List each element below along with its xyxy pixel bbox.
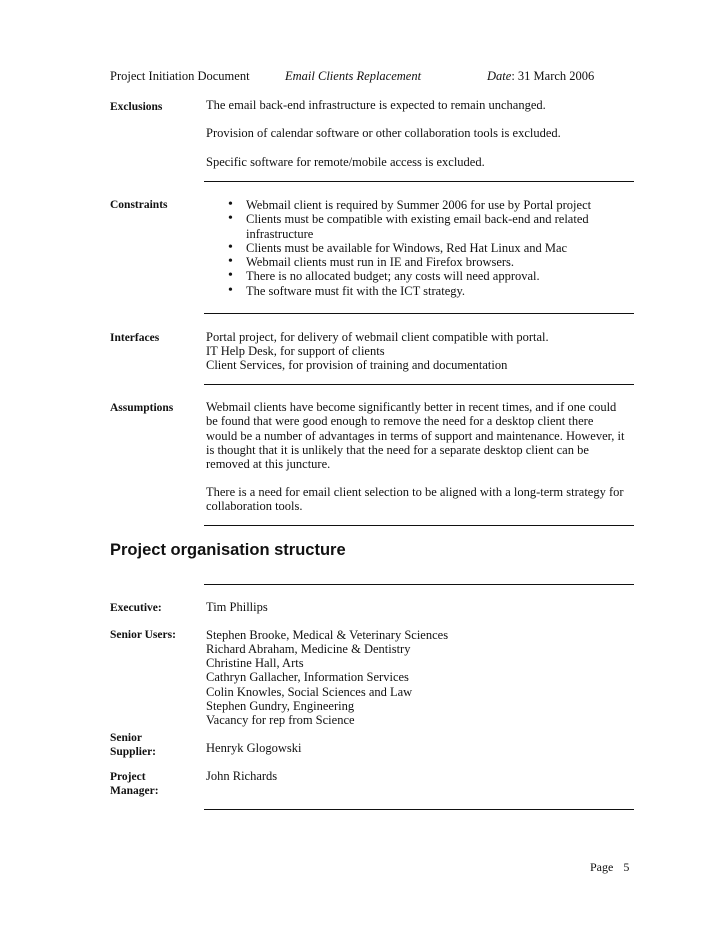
senior-user: Colin Knowles, Social Sciences and Law xyxy=(206,685,413,699)
exclusions-label: Exclusions xyxy=(110,101,163,113)
senior-user: Vacancy for rep from Science xyxy=(206,713,355,727)
exclusion-item: Provision of calendar software or other collaboration tools is excluded. xyxy=(206,126,561,140)
senior-user: Richard Abraham, Medicine & Dentistry xyxy=(206,642,411,656)
exclusion-item: Specific software for remote/mobile access is excluded. xyxy=(206,155,485,169)
executive-value: Tim Phillips xyxy=(206,600,268,614)
senior-users-label: Senior Users: xyxy=(110,629,176,641)
constraints-list xyxy=(206,198,626,298)
project-manager-label-line1: Project xyxy=(110,771,146,783)
assumption-paragraph: There is a need for email client selection to be aligned with a long-term strategy for collaboration tools. xyxy=(206,485,624,514)
project-manager-label-line2: Manager: xyxy=(110,785,159,797)
constraints-label: Constraints xyxy=(110,199,168,211)
header-date-label: Date xyxy=(487,69,512,83)
executive-label: Executive: xyxy=(110,602,162,614)
section-divider xyxy=(204,809,634,810)
page-label: Page xyxy=(590,860,614,874)
interfaces-label: Interfaces xyxy=(110,332,160,344)
section-divider xyxy=(204,584,634,585)
page-number: 5 xyxy=(623,860,630,874)
assumption-paragraph: Webmail clients have become significantly better in recent times, and if one could be found that were good enough to remove the need for a desktop client there would be a number of advantages in terms of support and maintenance. However, it is thought that it is unlikely that the need for a separate desktop client can be removed at this juncture. xyxy=(206,400,625,472)
constraint-item: • The software must fit with the ICT strategy. xyxy=(206,284,626,298)
header-date-value: : 31 March 2006 xyxy=(511,69,595,83)
senior-user: Cathryn Gallacher, Information Services xyxy=(206,670,409,684)
constraint-item: • Clients must be available for Windows, Red Hat Linux and Mac xyxy=(206,241,626,255)
senior-supplier-value: Henryk Glogowski xyxy=(206,741,302,755)
organisation-heading: Project organisation structure xyxy=(110,541,346,559)
header-date xyxy=(487,69,594,84)
exclusion-item: The email back-end infrastructure is expected to remain unchanged. xyxy=(206,98,546,112)
senior-user: Christine Hall, Arts xyxy=(206,656,304,670)
senior-supplier-label-line1: Senior xyxy=(110,732,142,744)
interface-line: IT Help Desk, for support of clients xyxy=(206,344,385,358)
constraint-item: • Webmail clients must run in IE and Firefox browsers. xyxy=(206,255,626,269)
senior-user: Stephen Gundry, Engineering xyxy=(206,699,355,713)
constraint-item: • Webmail client is required by Summer 2006 for use by Portal project xyxy=(206,198,626,212)
section-divider xyxy=(204,181,634,182)
project-manager-label xyxy=(110,770,159,798)
constraint-item: • There is no allocated budget; any costs will need approval. xyxy=(206,269,626,283)
senior-user: Stephen Brooke, Medical & Veterinary Sciences xyxy=(206,628,449,642)
section-divider xyxy=(204,525,634,526)
interface-line: Portal project, for delivery of webmail client compatible with portal. xyxy=(206,330,549,344)
section-divider xyxy=(204,313,634,314)
interface-line: Client Services, for provision of training and documentation xyxy=(206,358,508,372)
project-manager-value: John Richards xyxy=(206,769,278,783)
header-document-type: Project Initiation Document xyxy=(110,69,250,83)
constraints-list-wrapper xyxy=(206,198,626,298)
section-divider xyxy=(204,384,634,385)
senior-supplier-label-line2: Supplier: xyxy=(110,746,157,758)
page-footer xyxy=(590,860,629,875)
assumptions-label: Assumptions xyxy=(110,402,174,414)
header-project-title: Email Clients Replacement xyxy=(285,69,422,83)
senior-supplier-label xyxy=(110,731,156,759)
constraint-item: • Clients must be compatible with existing email back-end and related infrastructure xyxy=(206,212,626,241)
